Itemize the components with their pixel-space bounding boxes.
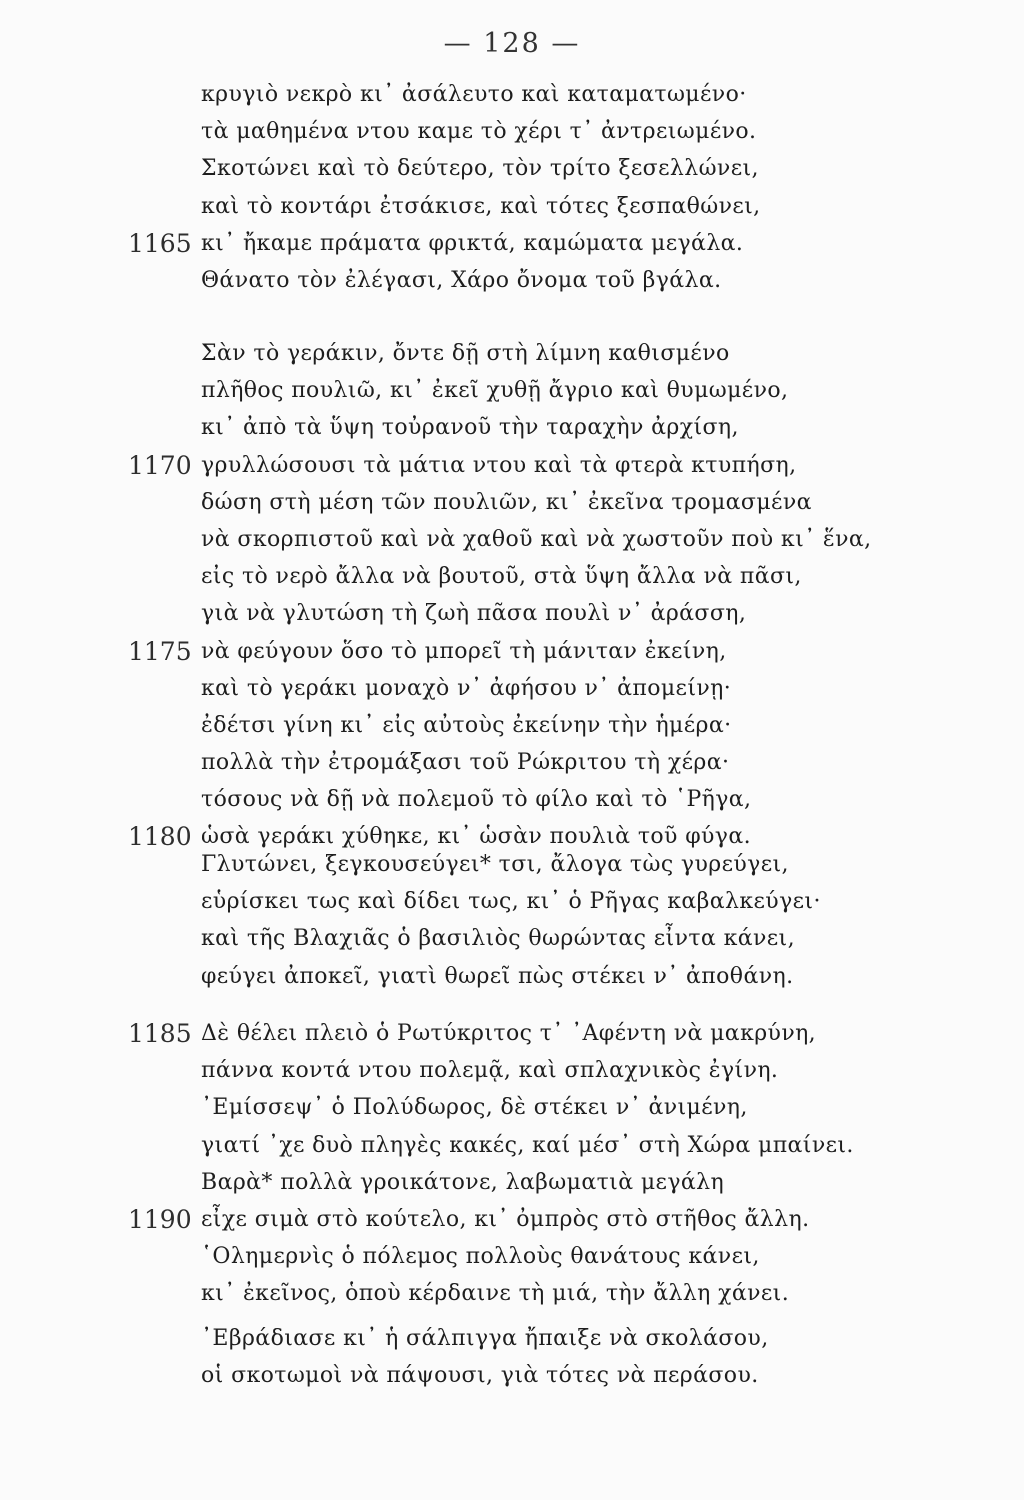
verse-text: φεύγει ἀποκεῖ, γιατὶ θωρεῖ πὼς στέκει ν᾿ ἀποθάνη.: [201, 963, 794, 989]
verse-line: [0, 1052, 1024, 1089]
line-number: 1170: [128, 450, 192, 480]
verse-text: γρυλλώσουσι τὰ μάτια ντου καὶ τὰ φτερὰ κτυπήση,: [201, 452, 797, 478]
verse-line: [0, 521, 1024, 558]
verse-text: κι᾿ ἤκαμε πράματα φρικτά, καμώματα μεγάλα.: [201, 230, 744, 256]
verse-line: [0, 744, 1024, 781]
stanza-1: [0, 76, 1024, 299]
line-number: 1165: [128, 228, 192, 258]
verse-text: Βαρὰ* πολλὰ γροικάτονε, λαβωματιὰ μεγάλη: [201, 1169, 725, 1195]
verse-line: [0, 670, 1024, 707]
verse-text: εἰς τὸ νερὸ ἄλλα νὰ βουτοῦ, στὰ ὕψη ἄλλα νὰ πᾶσι,: [201, 564, 802, 590]
verse-line: [0, 372, 1024, 409]
verse-line: [0, 595, 1024, 632]
verse-line: [0, 920, 1024, 957]
verse-line: [0, 113, 1024, 150]
verse-line: [0, 1357, 1024, 1394]
page-number: — 128 —: [443, 28, 581, 59]
stanza-3: [0, 846, 1024, 995]
verse-line: [0, 958, 1024, 995]
verse-text: εὑρίσκει τως καὶ δίδει τως, κι᾿ ὁ Ρῆγας καβαλκεύγει·: [201, 889, 821, 915]
verse-line: [0, 1320, 1024, 1357]
verse-line: [0, 1238, 1024, 1275]
stanza-2: [0, 335, 1024, 856]
verse-text: πλῆθος πουλιῶ, κι᾿ ἐκεῖ χυθῇ ἄγριο καὶ θυμωμένο,: [201, 378, 789, 404]
verse-text: Θάνατο τὸν ἐλέγασι, Χάρο ὄνομα τοῦ βγάλα.: [201, 267, 722, 293]
verse-text: δώση στὴ μέση τῶν πουλιῶν, κι᾿ ἐκεῖνα τρομασμένα: [201, 489, 812, 515]
verse-text: ῾Ολημερνὶς ὁ πόλεμος πολλοὺς θανάτους κάνει,: [201, 1244, 760, 1270]
verse-line: [0, 76, 1024, 113]
line-number: 1185: [128, 1019, 192, 1048]
line-number: 1190: [128, 1204, 192, 1234]
verse-text: εἶχε σιμὰ στὸ κούτελο, κι᾿ ὀμπρὸς στὸ στῆθος ἄλλη.: [201, 1206, 810, 1232]
verse-line: [0, 447, 1024, 484]
verse-text: κι᾿ ἀπὸ τὰ ὕψη τοὐρανοῦ τὴν ταραχὴν ἀρχίση,: [201, 415, 739, 441]
verse-line: [0, 633, 1024, 670]
verse-text: ᾿Εμίσσεψ᾿ ὁ Πολύδωρος, δὲ στέκει ν᾿ ἀνιμένη,: [201, 1095, 748, 1121]
verse-text: Σὰν τὸ γεράκιν, ὄντε δῇ στὴ λίμνη καθισμένο: [201, 341, 730, 366]
verse-line: [0, 558, 1024, 595]
verse-text: οἱ σκοτωμοὶ νὰ πάψουσι, γιὰ τότες νὰ περάσου.: [201, 1363, 759, 1389]
verse-text: καὶ τὸ κοντάρι ἐτσάκισε, καὶ τότες ξεσπαθώνει,: [201, 193, 761, 219]
verse-line: [0, 409, 1024, 446]
verse-text: γιὰ νὰ γλυτώση τὴ ζωὴ πᾶσα πουλὶ ν᾿ ἀράσση,: [201, 601, 747, 627]
verse-line: [0, 1127, 1024, 1164]
verse-text: τόσους νὰ δῇ νὰ πολεμοῦ τὸ φίλο καὶ τὸ ῾Ρῆγα,: [201, 787, 752, 813]
verse-text: νὰ φεύγουν ὅσο τὸ μπορεῖ τὴ μάνιταν ἐκείνη,: [201, 638, 727, 664]
verse-line: [0, 781, 1024, 818]
verse-line: [0, 1015, 1024, 1052]
verse-text: κι᾿ ἐκεῖνος, ὁποὺ κέρδαινε τὴ μιά, τὴν ἄλλη χάνει.: [201, 1281, 790, 1307]
verse-text: Σκοτώνει καὶ τὸ δεύτερο, τὸν τρίτο ξεσελλώνει,: [201, 156, 759, 182]
verse-line: [0, 846, 1024, 883]
verse-text: ἐδέτσι γίνη κι᾿ εἰς αὐτοὺς ἐκείνην τὴν ἡμέρα·: [201, 712, 732, 738]
verse-text: γιατί ᾿χε δυὸ πληγὲς κακές, καί μέσ᾿ στὴ Χώρα μπαίνει.: [201, 1132, 854, 1158]
verse-text: νὰ σκορπιστοῦ καὶ νὰ χαθοῦ καὶ νὰ χωστοῦν ποὺ κι᾿ ἕνα,: [201, 526, 872, 552]
verse-text: ᾿Εβράδιασε κι᾿ ἡ σάλπιγγα ἤπαιξε νὰ σκολάσου,: [201, 1326, 769, 1351]
verse-text: κρυγιὸ νεκρὸ κι᾿ ἀσάλευτο καὶ καταματωμένο·: [201, 82, 747, 107]
verse-text: καὶ τῆς Βλαχιᾶς ὁ βασιλιὸς θωρώντας εἶντα κάνει,: [201, 926, 795, 952]
verse-line: [0, 1164, 1024, 1201]
verse-line: [0, 150, 1024, 187]
verse-text: πάννα κοντά ντου πολεμᾷ, καὶ σπλαχνικὸς ἐγίνη.: [201, 1058, 779, 1084]
verse-line: [0, 707, 1024, 744]
verse-text: πολλὰ τὴν ἐτρομάξασι τοῦ Ρώκριτου τὴ χέρα·: [201, 750, 730, 776]
line-number: 1175: [128, 636, 192, 666]
verse-text: καὶ τὸ γεράκι μοναχὸ ν᾿ ἀφήσου ν᾿ ἀπομείνῃ·: [201, 675, 732, 701]
verse-line: [0, 883, 1024, 920]
verse-line: [0, 188, 1024, 225]
verse-text: Δὲ θέλει πλειὸ ὁ Ρωτύκριτος τ᾿ ᾿Αφέντη νὰ μακρύνη,: [201, 1021, 817, 1046]
verse-text: τὰ μαθημένα ντου καμε τὸ χέρι τ᾿ ἀντρειωμένο.: [201, 119, 757, 145]
verse-line: [0, 484, 1024, 521]
verse-line: [0, 1201, 1024, 1238]
verse-line: [0, 1275, 1024, 1312]
stanza-4: [0, 1015, 1024, 1313]
verse-line: [0, 335, 1024, 372]
verse-line: [0, 262, 1024, 299]
verse-text: ὡσὰ γεράκι χύθηκε, κι᾿ ὡσὰν πουλιὰ τοῦ φύγα.: [201, 824, 751, 850]
stanza-5: [0, 1320, 1024, 1394]
verse-text: Γλυτώνει, ξεγκουσεύγει* τσι, ἄλογα τὼς γυρεύγει,: [201, 852, 789, 877]
verse-line: [0, 1089, 1024, 1126]
line-number: 1180: [128, 822, 192, 852]
verse-line: [0, 225, 1024, 262]
